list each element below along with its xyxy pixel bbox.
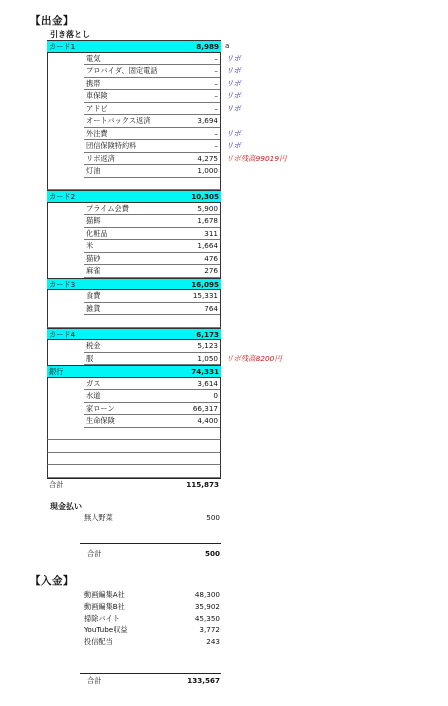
account-header-row bbox=[47, 328, 221, 341]
expense-item-row bbox=[47, 53, 241, 66]
expense-item-row bbox=[47, 265, 221, 278]
expense-item-row bbox=[47, 340, 221, 353]
expense-item-amount: – bbox=[214, 128, 218, 138]
expense-item-amount: – bbox=[214, 103, 218, 113]
expense-item-label: 税金 bbox=[86, 341, 101, 350]
debit-subtitle: 引き落とし bbox=[50, 30, 90, 39]
expense-item-cells bbox=[84, 353, 220, 366]
expense-item-row bbox=[47, 403, 221, 416]
expense-item-label: 食費 bbox=[86, 291, 101, 300]
income-item-amount: 35,902 bbox=[194, 601, 220, 611]
account-header-row bbox=[47, 365, 221, 378]
expense-item-note: リボ残高8200円 bbox=[226, 353, 282, 363]
expense-item-row bbox=[47, 203, 221, 216]
expense-item-amount: – bbox=[214, 91, 218, 100]
account-total: 10,305 bbox=[191, 192, 219, 201]
expense-item-cells bbox=[84, 128, 220, 141]
income-item-amount: 45,350 bbox=[194, 613, 220, 623]
grand-total-row bbox=[47, 478, 221, 491]
expense-item-amount: 764 bbox=[204, 303, 218, 313]
expense-section-title: 【出金】 bbox=[30, 15, 74, 27]
expense-item-cells bbox=[84, 78, 220, 91]
income-item-amount: 243 bbox=[206, 637, 220, 647]
expense-item-row bbox=[47, 240, 221, 253]
expense-item-label: リボ返済 bbox=[86, 153, 115, 163]
expense-item-cells bbox=[84, 140, 220, 153]
expense-item-amount: 0 bbox=[213, 391, 218, 400]
expense-item-cells bbox=[84, 215, 220, 228]
expense-item-note: リボ bbox=[226, 66, 241, 75]
grand-total-label: 合計 bbox=[49, 479, 64, 489]
expense-item-label: 米 bbox=[86, 241, 94, 250]
expense-item-note: リボ bbox=[226, 53, 241, 63]
expense-item-amount: 15,331 bbox=[192, 291, 218, 300]
account-header-row bbox=[47, 190, 221, 203]
income-item-row bbox=[84, 589, 222, 601]
expense-ledger-table bbox=[47, 40, 287, 490]
expense-item-label: オートバックス返済 bbox=[86, 116, 151, 125]
expense-item-row bbox=[47, 253, 221, 266]
expense-item-row bbox=[47, 140, 241, 153]
expense-item-note: リボ bbox=[226, 128, 241, 138]
expense-item-amount: – bbox=[214, 78, 218, 88]
expense-item-row bbox=[47, 215, 221, 228]
expense-item-label: 猫砂 bbox=[86, 253, 101, 263]
account-name: カード2 bbox=[49, 192, 76, 201]
expense-item-cells bbox=[84, 203, 220, 216]
expense-item-cells bbox=[84, 340, 220, 353]
income-item-label: 動画編集A社 bbox=[84, 590, 125, 599]
blank-row bbox=[47, 453, 221, 466]
blank-row bbox=[47, 465, 221, 478]
expense-item-cells bbox=[84, 65, 220, 78]
expense-item-label: 家ローン bbox=[86, 403, 115, 413]
expense-item-label: アドビ bbox=[86, 103, 108, 113]
expense-item-amount: 1,678 bbox=[197, 216, 218, 225]
expense-item-row bbox=[47, 353, 282, 366]
expense-item-cells bbox=[84, 153, 220, 166]
expense-item-label: 雑貨 bbox=[86, 303, 101, 313]
expense-item-amount: – bbox=[214, 141, 218, 150]
expense-item-cells bbox=[84, 103, 220, 116]
expense-item-label: 灯油 bbox=[86, 166, 101, 175]
expense-item-note: リボ bbox=[226, 91, 241, 100]
expense-item-cells bbox=[84, 290, 220, 303]
expense-item-label: 電気 bbox=[86, 53, 101, 63]
expense-item-row bbox=[47, 415, 221, 428]
expense-item-label: 生命保険 bbox=[86, 416, 115, 425]
expense-item-label: 化粧品 bbox=[86, 228, 108, 238]
expense-item-label: プライム会費 bbox=[86, 203, 129, 213]
expense-item-amount: 5,123 bbox=[197, 341, 218, 350]
expense-item-row bbox=[47, 90, 241, 103]
expense-item-note: リボ bbox=[226, 103, 241, 113]
expense-item-row bbox=[47, 303, 221, 316]
expense-item-label: 団信保険特約料 bbox=[86, 141, 137, 150]
grand-total-value: 115,873 bbox=[186, 479, 219, 489]
expense-item-row bbox=[47, 128, 241, 141]
expense-item-amount: 1,050 bbox=[197, 353, 218, 363]
income-item-label: YouTube収益 bbox=[84, 625, 128, 635]
expense-item-amount: 311 bbox=[204, 228, 218, 238]
account-total: 74,331 bbox=[191, 367, 219, 376]
account-total: 8,989 bbox=[196, 42, 219, 51]
account-name: カード3 bbox=[49, 279, 76, 289]
expense-item-row bbox=[47, 65, 241, 78]
expense-item-row bbox=[47, 228, 221, 241]
expense-item-row bbox=[47, 165, 221, 178]
income-item-label: 掃除バイト bbox=[84, 613, 120, 623]
cash-total-divider bbox=[80, 543, 221, 544]
expense-item-label: プロバイダ、固定電話 bbox=[86, 66, 158, 75]
expense-item-cells bbox=[84, 303, 220, 316]
expense-item-amount: 3,614 bbox=[197, 378, 218, 388]
expense-item-cells bbox=[84, 115, 220, 128]
expense-item-amount: 3,694 bbox=[197, 116, 218, 125]
income-item-amount: 3,772 bbox=[199, 625, 220, 635]
expense-item-row bbox=[47, 390, 221, 403]
account-header-row bbox=[47, 40, 221, 53]
expense-item-label: 車保険 bbox=[86, 91, 108, 100]
account-name: 銀行 bbox=[49, 367, 64, 376]
expense-item-amount: 4,400 bbox=[197, 416, 218, 425]
income-total-value: 133,567 bbox=[187, 676, 220, 685]
account-total: 16,095 bbox=[191, 279, 219, 289]
cash-total-value: 500 bbox=[204, 549, 220, 558]
income-total-label: 合計 bbox=[87, 676, 102, 685]
row-marker: a bbox=[225, 42, 230, 50]
cash-total-label: 合計 bbox=[87, 549, 102, 558]
expense-item-row bbox=[47, 378, 221, 391]
expense-item-amount: 476 bbox=[204, 253, 218, 263]
expense-item-label: 携帯 bbox=[86, 78, 101, 88]
expense-item-amount: 1,664 bbox=[197, 241, 218, 250]
expense-item-cells bbox=[84, 415, 220, 428]
account-header-row bbox=[47, 278, 221, 291]
expense-item-amount: 4,275 bbox=[197, 153, 218, 163]
expense-item-row bbox=[47, 153, 287, 166]
expense-item-cells bbox=[84, 390, 220, 403]
cash-item-amount: 500 bbox=[206, 513, 220, 522]
expense-item-label: ガス bbox=[86, 378, 101, 388]
expense-item-amount: 276 bbox=[204, 266, 218, 275]
cash-section-title: 現金払い bbox=[50, 502, 82, 511]
expense-item-cells bbox=[84, 378, 220, 391]
expense-item-label: 麻雀 bbox=[86, 266, 101, 275]
income-section-title: 【入金】 bbox=[30, 575, 74, 587]
income-total-divider bbox=[80, 673, 221, 674]
expense-item-row bbox=[47, 290, 221, 303]
blank-row bbox=[47, 440, 221, 453]
expense-item-amount: 66,317 bbox=[192, 403, 218, 413]
income-item-label: 動画編集B社 bbox=[84, 601, 125, 611]
expense-item-label: 水道 bbox=[86, 391, 101, 400]
account-name: カード4 bbox=[49, 329, 76, 339]
income-item-row bbox=[84, 601, 222, 613]
income-item-row bbox=[84, 636, 222, 648]
account-name: カード1 bbox=[49, 42, 76, 51]
expense-item-cells bbox=[84, 53, 220, 66]
income-list bbox=[84, 589, 222, 648]
expense-item-cells bbox=[84, 403, 220, 416]
income-item-row bbox=[84, 613, 222, 625]
expense-item-label: 外注費 bbox=[86, 128, 108, 138]
expense-item-cells bbox=[84, 228, 220, 241]
expense-item-label: 猫餌 bbox=[86, 216, 101, 225]
blank-row bbox=[47, 315, 221, 328]
blank-row bbox=[47, 428, 221, 441]
expense-item-amount: – bbox=[214, 53, 218, 63]
expense-item-amount: 5,900 bbox=[197, 203, 218, 213]
expense-item-cells bbox=[84, 253, 220, 266]
expense-item-cells bbox=[84, 265, 220, 278]
expense-item-note: リボ bbox=[226, 78, 241, 88]
expense-item-label: 服 bbox=[86, 353, 94, 363]
expense-item-cells bbox=[84, 240, 220, 253]
cash-item-label: 無人野菜 bbox=[84, 513, 113, 522]
income-item-amount: 48,300 bbox=[194, 590, 220, 599]
expense-item-cells bbox=[84, 90, 220, 103]
blank-row bbox=[47, 178, 221, 191]
expense-item-row bbox=[47, 115, 221, 128]
expense-item-row bbox=[47, 78, 241, 91]
cash-item-row bbox=[84, 512, 222, 525]
income-item-row bbox=[84, 624, 222, 636]
expense-item-note: リボ bbox=[226, 141, 241, 150]
income-item-label: 投信配当 bbox=[84, 637, 113, 647]
expense-item-note: リボ残高99019円 bbox=[226, 153, 287, 163]
cash-list bbox=[84, 512, 222, 525]
expense-item-row bbox=[47, 103, 241, 116]
expense-item-amount: 1,000 bbox=[197, 166, 218, 175]
account-total: 6,173 bbox=[196, 329, 219, 339]
expense-item-cells bbox=[84, 165, 220, 178]
expense-item-amount: – bbox=[214, 66, 218, 75]
